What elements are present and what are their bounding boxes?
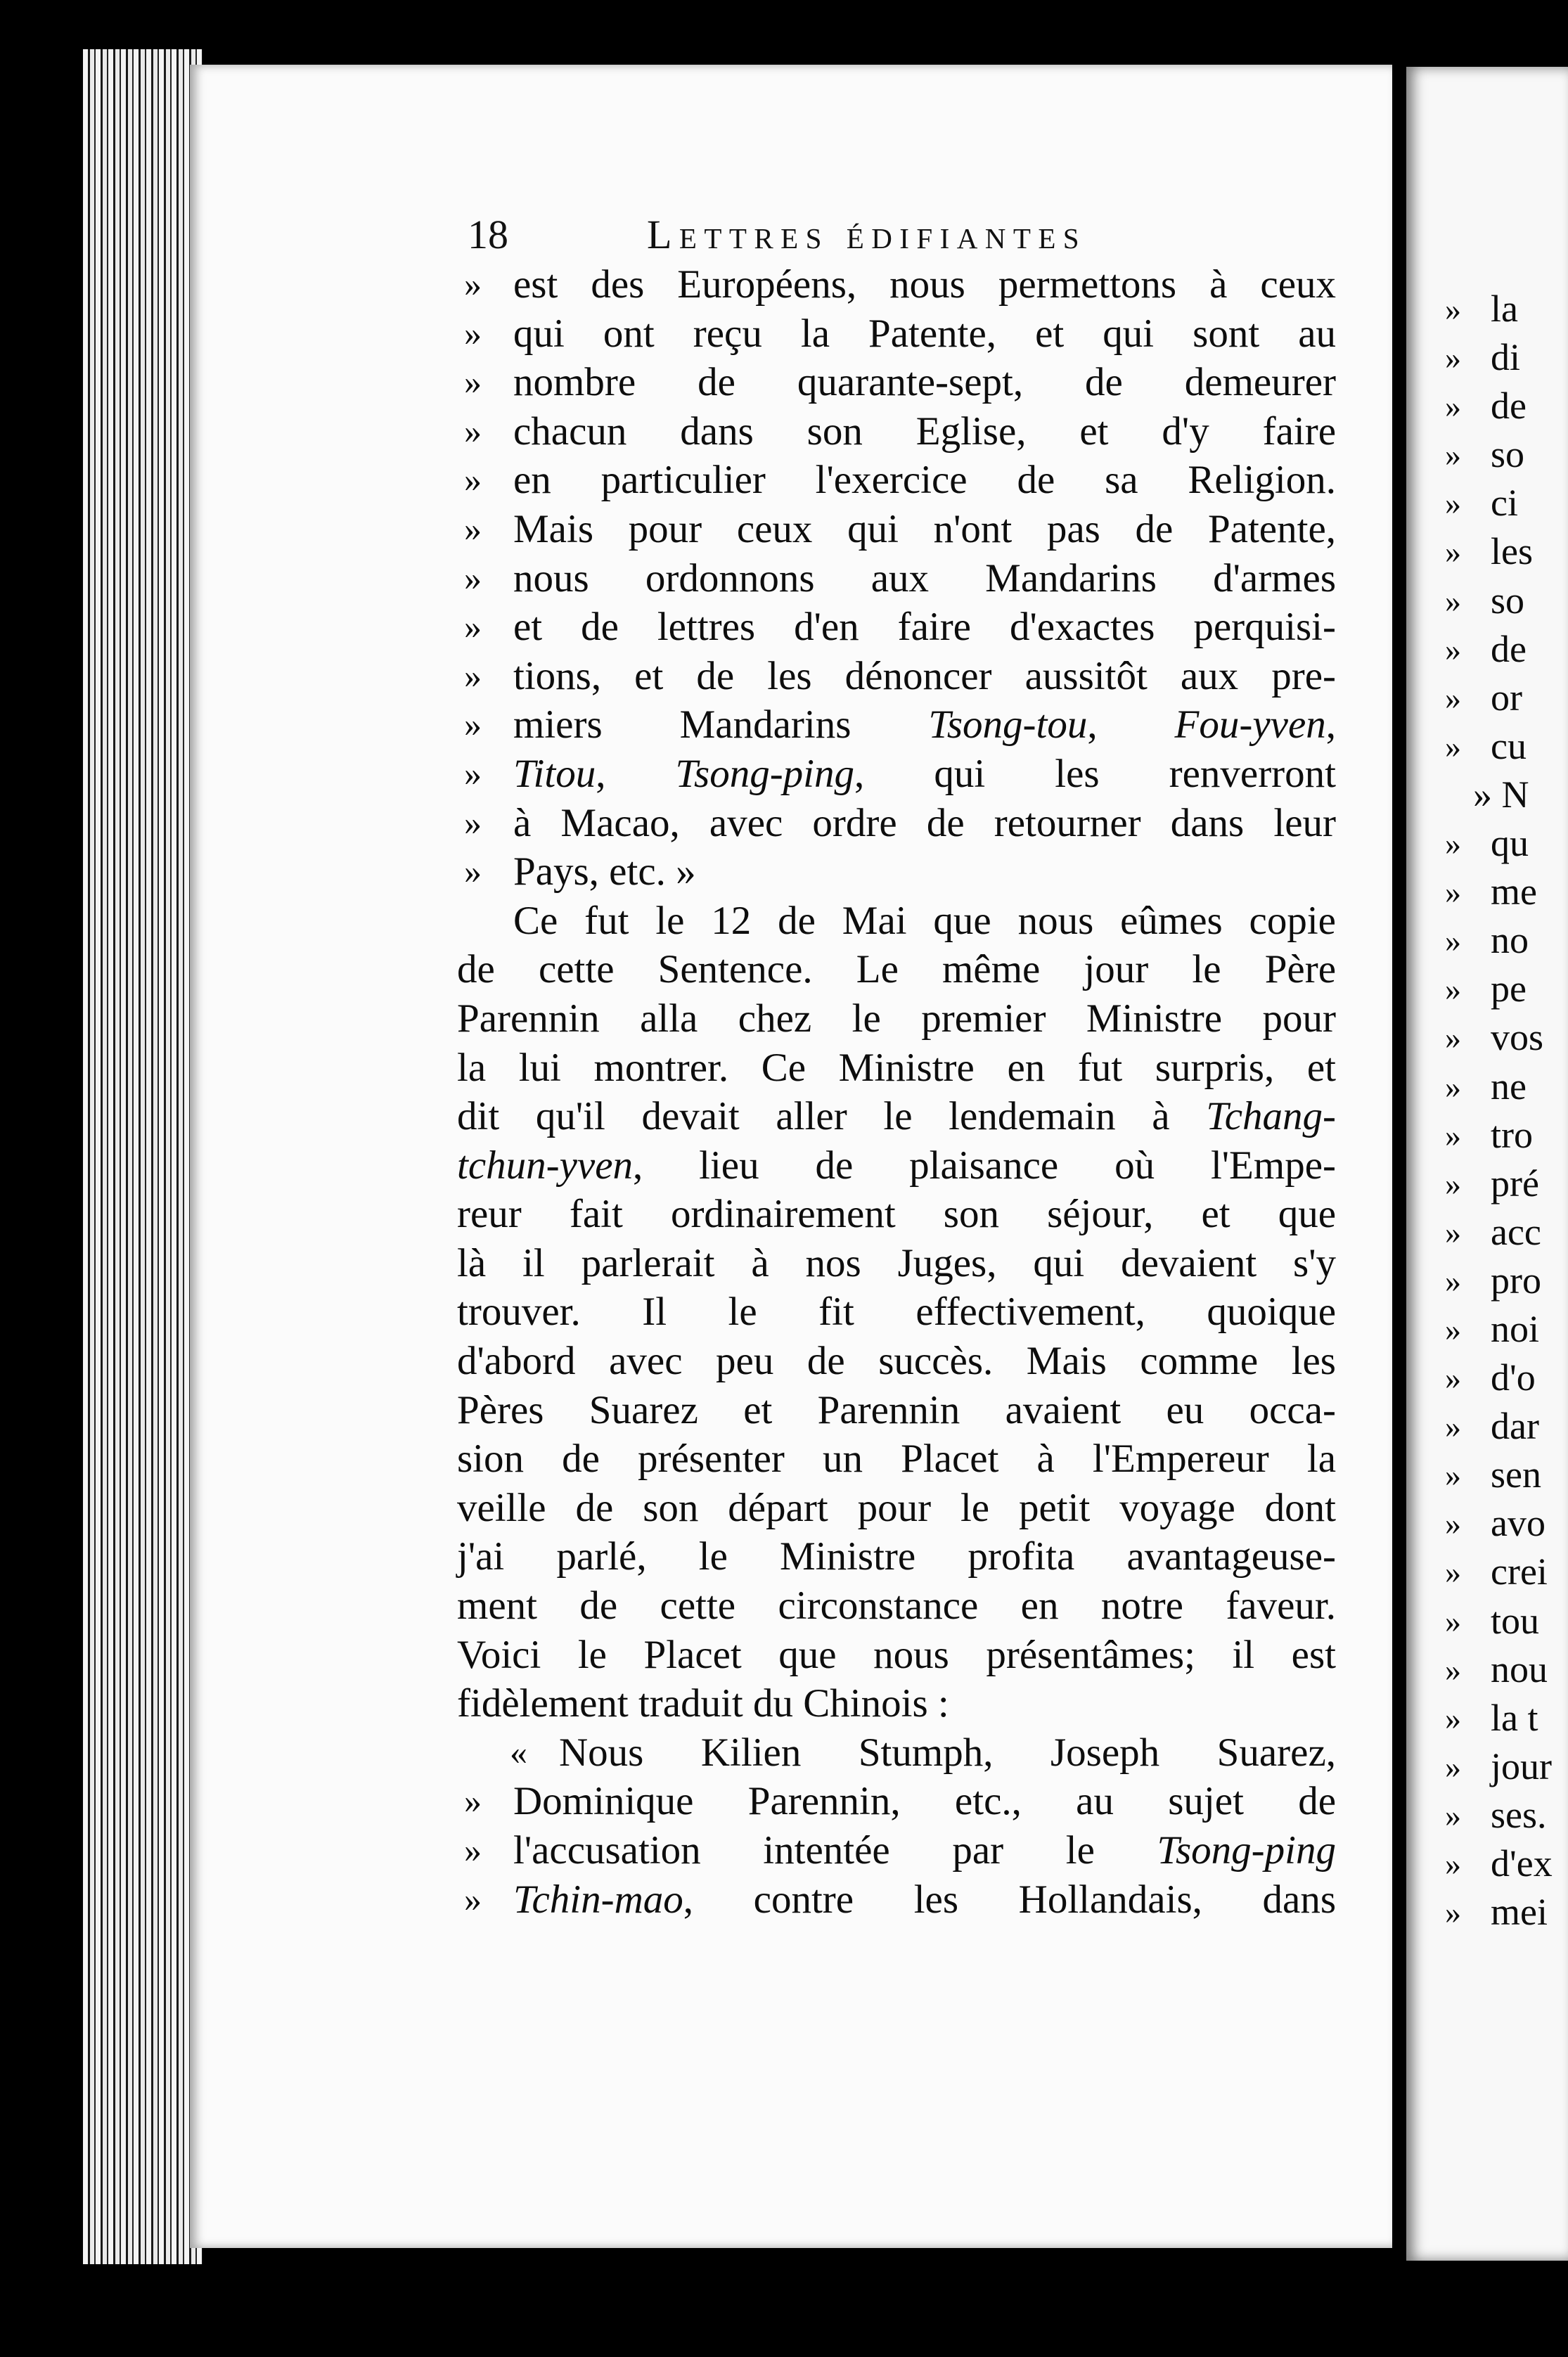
line-text: d'o	[1491, 1356, 1536, 1399]
text-line	[422, 799, 1336, 848]
text-line	[1445, 1451, 1568, 1499]
text-line	[1445, 625, 1568, 674]
quote-mark: »	[1445, 1651, 1461, 1688]
text-line	[1445, 1257, 1568, 1305]
quote-mark: »	[1445, 1554, 1461, 1591]
line-text: ne	[1491, 1065, 1527, 1107]
line-text: à Macao, avec ordre de retourner dans leur	[513, 800, 1336, 845]
line-text: là il parlerait à nos Juges, qui devaient s'y	[457, 1240, 1336, 1285]
text-line	[1445, 868, 1568, 916]
text-line	[1445, 1645, 1568, 1694]
line-text: qu	[1491, 822, 1529, 865]
line-text: Pères Suarez et Parennin avaient eu occa-	[457, 1387, 1336, 1432]
line-text: Mais pour ceux qui n'ont pas de Patente,	[513, 506, 1336, 551]
line-text: Pays, etc. »	[513, 849, 696, 894]
left-page-text	[422, 260, 1336, 1924]
text-line	[422, 260, 1336, 309]
line-text: de	[1491, 627, 1527, 670]
text-line	[422, 603, 1336, 652]
quote-mark: »	[464, 753, 482, 793]
quote-mark: »	[1445, 1117, 1461, 1153]
text-line	[1445, 382, 1568, 430]
line-text: Parennin alla chez le premier Ministre pour	[457, 996, 1336, 1041]
quote-mark: »	[464, 655, 482, 695]
text-line	[422, 1679, 1336, 1728]
quote-mark: »	[1445, 1894, 1461, 1931]
line-text: vos	[1491, 1016, 1544, 1059]
line-text: » N	[1473, 773, 1529, 816]
text-line	[1445, 479, 1568, 527]
line-text: fidèlement traduit du Chinois :	[457, 1681, 949, 1726]
line-text: crei	[1491, 1550, 1548, 1593]
text-line	[422, 1581, 1336, 1631]
line-text: les	[1491, 530, 1533, 573]
quote-mark: »	[1445, 1797, 1461, 1833]
text-line	[422, 1532, 1336, 1581]
text-line	[1445, 1062, 1568, 1111]
text-line	[422, 407, 1336, 456]
line-text: la t	[1491, 1696, 1538, 1739]
text-line	[422, 1826, 1336, 1875]
quote-mark: »	[1445, 1165, 1461, 1202]
line-text: qui ont reçu la Patente, et qui sont au	[513, 311, 1336, 356]
text-line	[1445, 1160, 1568, 1208]
line-text: la lui montrer. Ce Ministre en fut surpris, et	[457, 1045, 1336, 1090]
text-line	[1445, 1791, 1568, 1839]
line-text: chacun dans son Eglise, et d'y faire	[513, 409, 1336, 454]
text-line	[1445, 285, 1568, 333]
quote-mark: »	[1445, 1748, 1461, 1785]
text-line	[1445, 771, 1568, 819]
line-text: d'ex	[1491, 1842, 1553, 1884]
line-text: jour	[1491, 1745, 1552, 1787]
quote-mark: »	[464, 558, 482, 598]
text-line	[422, 1875, 1336, 1925]
line-text: Nous Kilien Stumph, Joseph Suarez,	[559, 1730, 1336, 1775]
quote-mark: »	[1445, 1505, 1461, 1542]
text-line	[1445, 1499, 1568, 1548]
quote-mark: »	[1445, 874, 1461, 911]
text-line	[1445, 577, 1568, 625]
line-text: nombre de quarante-sept, de demeurer	[513, 360, 1336, 405]
line-text: trouver. Il le fit effectivement, quoique	[457, 1290, 1336, 1335]
quote-mark: »	[1445, 437, 1461, 473]
quote-mark: »	[1445, 340, 1461, 376]
text-line	[422, 1092, 1336, 1141]
quote-mark: »	[464, 1781, 482, 1821]
quote-mark: »	[1445, 1214, 1461, 1250]
line-text: mei	[1491, 1891, 1548, 1934]
quote-mark: »	[1445, 1700, 1461, 1736]
line-text: sen	[1491, 1453, 1541, 1496]
text-line	[422, 1434, 1336, 1484]
text-line	[422, 700, 1336, 750]
text-line	[422, 1190, 1336, 1239]
text-line	[422, 1631, 1336, 1680]
line-text: noi	[1491, 1307, 1540, 1350]
quote-mark: »	[1445, 971, 1461, 1008]
quote-mark: »	[464, 460, 482, 500]
quote-mark: »	[464, 264, 482, 304]
line-text: dar	[1491, 1405, 1539, 1448]
right-page-text	[1445, 285, 1568, 1937]
line-text: or	[1491, 676, 1522, 719]
text-line	[1445, 1548, 1568, 1596]
line-text: Tchin-mao, contre les Hollandais, dans	[513, 1877, 1336, 1922]
text-line	[1445, 1354, 1568, 1402]
line-text: d'abord avec peu de succès. Mais comme les	[457, 1339, 1336, 1384]
text-line	[1445, 916, 1568, 965]
quote-mark: »	[1445, 1311, 1461, 1347]
quote-mark: »	[1445, 679, 1461, 716]
line-text: ci	[1491, 482, 1518, 525]
line-text: di	[1491, 336, 1521, 379]
text-line	[422, 750, 1336, 799]
text-line	[1445, 1839, 1568, 1888]
line-text: acc	[1491, 1210, 1541, 1253]
line-text: de	[1491, 385, 1527, 428]
quote-mark: »	[1445, 631, 1461, 667]
quote-mark: »	[1445, 534, 1461, 570]
text-line	[1445, 1888, 1568, 1937]
quote-mark: »	[464, 802, 482, 842]
running-title: Lettres édifiantes	[647, 212, 1087, 257]
line-text: Dominique Parennin, etc., au sujet de	[513, 1779, 1336, 1824]
quote-mark: »	[1445, 1262, 1461, 1299]
text-line	[422, 897, 1336, 946]
text-line	[1445, 430, 1568, 479]
text-line	[1445, 333, 1568, 382]
quote-mark: »	[464, 852, 482, 892]
text-line	[1445, 1013, 1568, 1062]
quote-mark: »	[1445, 1408, 1461, 1445]
line-text: nous ordonnons aux Mandarins d'armes	[513, 555, 1336, 601]
line-text: tchun-yven, lieu de plaisance où l'Empe-	[457, 1143, 1336, 1188]
page-number: 18	[468, 212, 508, 257]
line-text: reur fait ordinairement son séjour, et que	[457, 1192, 1336, 1237]
quote-mark: »	[464, 313, 482, 353]
line-text: cu	[1491, 724, 1527, 767]
quote-mark: »	[1445, 728, 1461, 764]
line-text: so	[1491, 579, 1525, 622]
text-line	[422, 1484, 1336, 1533]
text-line	[422, 945, 1336, 994]
line-text: Titou, Tsong-ping, qui les renverront	[513, 751, 1336, 796]
quote-mark: »	[1445, 582, 1461, 619]
line-text: en particulier l'exercice de sa Religion.	[513, 458, 1336, 503]
quote-mark: »	[1445, 485, 1461, 522]
quote-mark: »	[1445, 291, 1461, 327]
quote-mark: »	[1445, 826, 1461, 862]
line-text: j'ai parlé, le Ministre profita avantageuse-	[457, 1534, 1336, 1579]
text-line	[1445, 1402, 1568, 1451]
line-text: et de lettres d'en faire d'exactes perquisi-	[513, 605, 1336, 650]
line-text: Ce fut le 12 de Mai que nous eûmes copie	[513, 898, 1336, 943]
text-line	[422, 994, 1336, 1043]
line-text: ment de cette circonstance en notre faveur.	[457, 1584, 1336, 1629]
line-text: nou	[1491, 1648, 1548, 1690]
line-text: Voici le Placet que nous présentâmes; il est	[457, 1632, 1336, 1677]
text-line	[422, 1141, 1336, 1190]
text-line	[422, 554, 1336, 603]
line-text: dit qu'il devait aller le lendemain à Tchang-	[457, 1094, 1336, 1139]
text-line	[1445, 722, 1568, 771]
line-text: so	[1491, 433, 1525, 476]
line-text: est des Européens, nous permettons à ceux	[513, 262, 1336, 307]
line-text: me	[1491, 871, 1537, 913]
text-line	[422, 652, 1336, 701]
quote-mark: »	[464, 705, 482, 745]
book-gutter	[1396, 56, 1407, 2264]
text-line	[1445, 674, 1568, 722]
quote-mark: »	[464, 362, 482, 402]
text-line	[1445, 1694, 1568, 1742]
quote-mark: »	[1445, 1020, 1461, 1056]
text-line	[422, 1386, 1336, 1435]
line-text: sion de présenter un Placet à l'Empereur la	[457, 1437, 1336, 1482]
text-line	[422, 1043, 1336, 1093]
quote-mark: »	[464, 607, 482, 647]
quote-mark: »	[1445, 388, 1461, 425]
line-text: pré	[1491, 1162, 1539, 1205]
line-text: veille de son départ pour le petit voyage dont	[457, 1485, 1336, 1530]
text-line	[422, 847, 1336, 897]
text-line	[1445, 527, 1568, 576]
line-text: tions, et de les dénoncer aussitôt aux pre-	[513, 653, 1336, 698]
text-line	[422, 309, 1336, 359]
line-text: pe	[1491, 968, 1527, 1010]
text-line	[422, 1777, 1336, 1826]
line-text: tou	[1491, 1599, 1540, 1642]
text-line	[1445, 1742, 1568, 1791]
quote-mark: »	[1445, 1360, 1461, 1396]
line-text: avo	[1491, 1502, 1545, 1545]
line-text: pro	[1491, 1259, 1541, 1302]
line-text: la	[1491, 288, 1518, 330]
line-text: no	[1491, 919, 1529, 962]
quote-mark: »	[1445, 923, 1461, 959]
line-text: ses.	[1491, 1793, 1547, 1836]
text-line	[422, 1337, 1336, 1386]
line-text: tro	[1491, 1113, 1533, 1156]
quote-mark: «	[510, 1732, 527, 1772]
text-line	[1445, 1111, 1568, 1160]
text-line	[422, 1239, 1336, 1288]
text-line	[422, 358, 1336, 407]
text-line	[1445, 1305, 1568, 1354]
line-text: de cette Sentence. Le même jour le Père	[457, 947, 1336, 992]
text-line	[422, 1728, 1336, 1778]
text-line	[1445, 819, 1568, 868]
quote-mark: »	[1445, 1603, 1461, 1639]
quote-mark: »	[1445, 1068, 1461, 1105]
quote-mark: »	[1445, 1846, 1461, 1882]
text-line	[422, 505, 1336, 554]
line-text: l'accusation intentée par le Tsong-ping	[513, 1828, 1336, 1873]
page-edges	[83, 49, 203, 2264]
text-line	[1445, 1597, 1568, 1645]
line-text: miers Mandarins Tsong-tou, Fou-yven,	[513, 702, 1336, 747]
quote-mark: »	[464, 411, 482, 451]
quote-mark: »	[464, 1879, 482, 1919]
text-line	[1445, 1208, 1568, 1257]
page-header	[468, 211, 1332, 267]
quote-mark: »	[464, 508, 482, 548]
quote-mark: »	[1445, 1457, 1461, 1494]
quote-mark: »	[464, 1830, 482, 1870]
text-line	[422, 456, 1336, 505]
text-line	[1445, 965, 1568, 1013]
text-line	[422, 1287, 1336, 1337]
